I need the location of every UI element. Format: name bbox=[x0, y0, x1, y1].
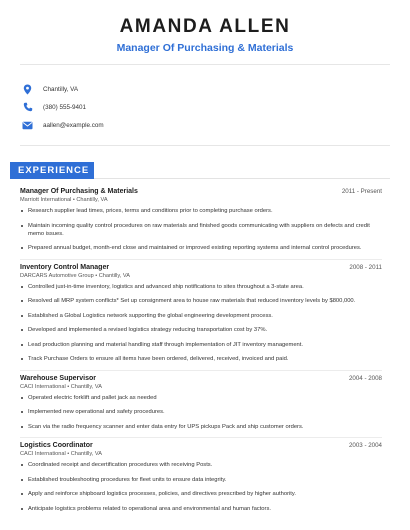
resume-header bbox=[0, 0, 410, 54]
experience-list bbox=[20, 188, 382, 519]
contact-list bbox=[22, 80, 104, 134]
job-dates: 2008 - 2011 bbox=[349, 263, 382, 271]
job-bullet: Maintain incoming quality control procedures on raw materials and finished goods communicating with suppliers on defects and credit memo issues. bbox=[20, 222, 382, 238]
job-bullet: Developed and implemented a revised logistics strategy reducing transportation cost by 37%. bbox=[20, 326, 382, 334]
job-entry bbox=[20, 188, 382, 252]
contact-divider bbox=[20, 145, 390, 146]
header-divider bbox=[20, 64, 390, 65]
job-dates: 2004 - 2008 bbox=[348, 374, 382, 382]
job-bullet: Anticipate logistics problems related to operational area and environmental and human factors. bbox=[20, 505, 382, 513]
contact-phone-text: (380) 555-9401 bbox=[43, 103, 87, 111]
job-bullets bbox=[20, 461, 382, 513]
contact-email bbox=[22, 116, 104, 134]
email-icon bbox=[22, 120, 33, 131]
job-bullet: Research supplier lead times, prices, terms and conditions prior to completing purchase orders. bbox=[20, 207, 382, 215]
job-divider bbox=[20, 437, 382, 438]
phone-icon bbox=[22, 102, 33, 113]
contact-location-text: Chantilly, VA bbox=[43, 85, 79, 93]
job-dates: 2003 - 2004 bbox=[348, 442, 382, 449]
job-divider bbox=[20, 370, 382, 371]
experience-heading: EXPERIENCE bbox=[10, 162, 94, 179]
job-entry bbox=[20, 264, 382, 364]
job-employer: Marriott International • Chantilly, VA bbox=[20, 197, 108, 203]
job-bullet: Operated electric forklift and pallet jack as needed bbox=[20, 394, 382, 402]
job-employer: CACI International • Chantilly, VA bbox=[20, 451, 102, 457]
job-bullet: Track Purchase Orders to ensure all items have been ordered, delivered, received, invoiced and paid. bbox=[20, 355, 382, 363]
job-bullet: Established troubleshooting procedures for fleet units to ensure data integrity. bbox=[20, 476, 382, 484]
job-bullet: Scan via the radio frequency scanner and enter data entry for UPS pickups Pack and ship customer orders. bbox=[20, 423, 382, 431]
experience-heading-line bbox=[94, 178, 390, 179]
job-entry bbox=[20, 442, 382, 513]
job-bullet: Implemented new operational and safety procedures. bbox=[20, 408, 382, 416]
job-header bbox=[20, 264, 382, 271]
job-bullets bbox=[20, 207, 382, 252]
job-bullet: Coordinated receipt and decertification procedures with receiving Posts. bbox=[20, 461, 382, 469]
job-bullet: Controlled just-in-time inventory, logistics and advanced ship notifications to sites throughout a 3-state area. bbox=[20, 283, 382, 291]
job-employer: CACI International • Chantilly, VA bbox=[20, 383, 102, 390]
job-header bbox=[20, 188, 382, 195]
job-title: Warehouse Supervisor bbox=[20, 374, 96, 382]
job-dates: 2011 - Present bbox=[341, 188, 382, 195]
job-employer: DARCARS Automotive Group • Chantilly, VA bbox=[20, 272, 130, 279]
job-bullets bbox=[20, 394, 382, 431]
contact-email-text: aallen@example.com bbox=[43, 121, 104, 129]
contact-location bbox=[22, 80, 104, 98]
job-bullet: Prepared annual budget, month-end close and maintained or improved existing reporting systems and internal control procedures. bbox=[20, 244, 382, 252]
job-title: Logistics Coordinator bbox=[20, 442, 93, 449]
job-divider bbox=[20, 259, 382, 260]
job-header bbox=[20, 442, 382, 449]
job-header bbox=[20, 375, 382, 382]
job-bullet: Apply and reinforce shipboard logistics processes, policies, and directives prescribed by higher authority. bbox=[20, 490, 382, 498]
job-bullet: Lead production planning and material handling staff through implementation of JIT inventory management. bbox=[20, 341, 382, 349]
job-bullet: Established a Global Logistics network supporting the global engineering development process. bbox=[20, 312, 382, 320]
location-pin-icon bbox=[22, 84, 33, 95]
candidate-role: Manager Of Purchasing & Materials bbox=[116, 42, 294, 54]
candidate-name: AMANDA ALLEN bbox=[119, 16, 291, 37]
job-entry bbox=[20, 375, 382, 431]
job-bullets bbox=[20, 283, 382, 364]
job-bullet: Resolved all MRP system conflicts* Set up consignment area to house raw materials that reduced inventory levels by $800,000. bbox=[20, 297, 382, 305]
job-title: Inventory Control Manager bbox=[20, 263, 110, 271]
contact-phone bbox=[22, 98, 104, 116]
job-title: Manager Of Purchasing & Materials bbox=[20, 188, 138, 195]
